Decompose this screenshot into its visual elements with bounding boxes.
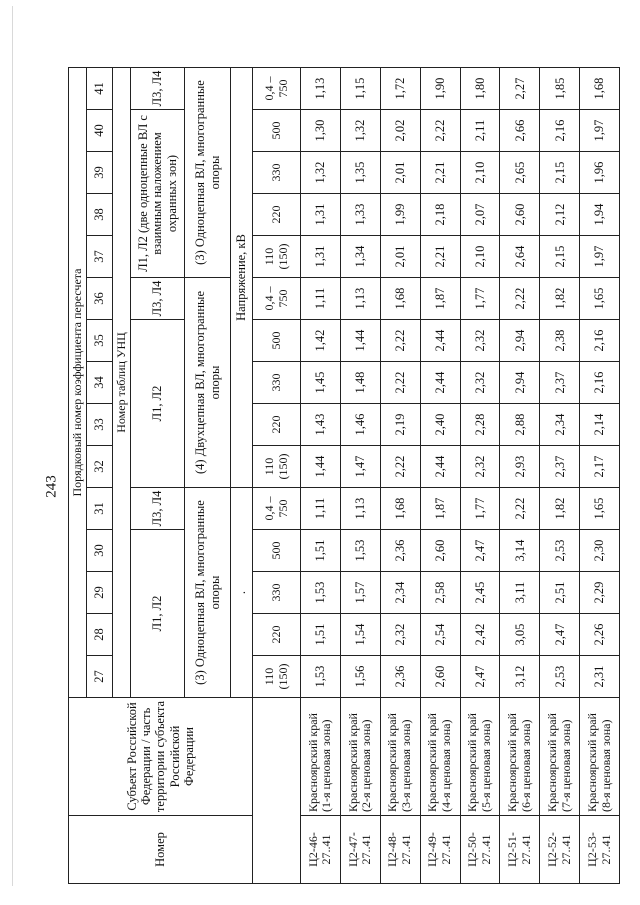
value-cell: 1,44: [301, 446, 341, 488]
voltage-cell: 220: [253, 614, 301, 656]
coef-number: 37: [87, 236, 113, 278]
voltage-cell: 500: [253, 110, 301, 152]
header-number: Номер: [69, 816, 253, 884]
value-cell: 2,37: [540, 446, 580, 488]
value-cell: 1,77: [460, 278, 500, 320]
row-region: Красноярский край (8-я ценовая зона): [580, 698, 620, 816]
value-cell: 2,10: [460, 236, 500, 278]
coef-number: 35: [87, 320, 113, 362]
coef-number: 32: [87, 446, 113, 488]
value-cell: 2,94: [500, 362, 540, 404]
voltage-cell: 110 (150): [253, 446, 301, 488]
voltage-mark: .: [231, 488, 253, 698]
coef-number: 33: [87, 404, 113, 446]
rotated-table-wrapper: [68, 68, 620, 884]
value-cell: 2,29: [580, 572, 620, 614]
type-group-3: (3) Одноцепная ВЛ, многогранные опоры: [185, 67, 231, 277]
value-cell: 2,30: [580, 530, 620, 572]
page-number: 243: [43, 475, 60, 498]
table-body: [301, 67, 620, 883]
value-cell: 2,65: [500, 152, 540, 194]
unc-group-4: Л3, Л4: [131, 278, 185, 320]
value-cell: 1,96: [580, 152, 620, 194]
value-cell: 2,66: [500, 110, 540, 152]
voltage-cell: 110 (150): [253, 236, 301, 278]
table-row: [301, 67, 341, 883]
value-cell: 2,14: [580, 404, 620, 446]
value-cell: 1,53: [301, 656, 341, 698]
value-cell: 1,53: [340, 530, 380, 572]
value-cell: 1,51: [301, 530, 341, 572]
value-cell: 2,15: [540, 236, 580, 278]
unc-group-3: Л1, Л2: [131, 320, 185, 488]
unc-group-5: Л1, Л2 (две одноцепные ВЛ с взаимным наложением охранных зон): [131, 110, 185, 278]
value-cell: 1,82: [540, 278, 580, 320]
value-cell: 1,68: [380, 278, 420, 320]
value-cell: 1,80: [460, 67, 500, 109]
value-cell: 2,22: [380, 362, 420, 404]
voltage-cell: 330: [253, 152, 301, 194]
row-region: Красноярский край (2-я ценовая зона): [340, 698, 380, 816]
value-cell: 3,14: [500, 530, 540, 572]
value-cell: 1,51: [301, 614, 341, 656]
header-coef: Порядковый номер коэффициента пересчета: [69, 67, 87, 697]
value-cell: 2,53: [540, 530, 580, 572]
value-cell: 2,88: [500, 404, 540, 446]
value-cell: 2,44: [420, 446, 460, 488]
value-cell: 2,17: [580, 446, 620, 488]
voltage-row: [253, 67, 301, 883]
value-cell: 1,54: [340, 614, 380, 656]
value-cell: 2,15: [540, 152, 580, 194]
value-cell: 2,94: [500, 320, 540, 362]
value-cell: 1,43: [301, 404, 341, 446]
value-cell: 2,22: [420, 110, 460, 152]
value-cell: 2,27: [500, 67, 540, 109]
value-cell: 2,18: [420, 194, 460, 236]
value-cell: 1,31: [301, 236, 341, 278]
value-cell: 1,53: [301, 572, 341, 614]
value-cell: 1,42: [301, 320, 341, 362]
value-cell: 2,12: [540, 194, 580, 236]
value-cell: 2,34: [540, 404, 580, 446]
header-unc: Номер таблиц УНЦ: [113, 67, 131, 697]
value-cell: 2,38: [540, 320, 580, 362]
value-cell: 3,05: [500, 614, 540, 656]
value-cell: 2,58: [420, 572, 460, 614]
value-cell: 2,47: [540, 614, 580, 656]
voltage-header: Напряжение, кВ: [231, 67, 253, 487]
table-row: [580, 67, 620, 883]
table-row: [540, 67, 580, 883]
row-code: Ц2-52-27..41: [540, 816, 580, 884]
value-cell: 2,32: [380, 614, 420, 656]
value-cell: 1,77: [460, 488, 500, 530]
coef-number: 40: [87, 110, 113, 152]
voltage-cell: 500: [253, 320, 301, 362]
value-cell: 2,22: [500, 488, 540, 530]
value-cell: 1,65: [580, 488, 620, 530]
row-region: Красноярский край (5-я ценовая зона): [460, 698, 500, 816]
value-cell: 1,97: [580, 236, 620, 278]
value-cell: 1,56: [340, 656, 380, 698]
value-cell: 3,12: [500, 656, 540, 698]
value-cell: 1,90: [420, 67, 460, 109]
value-cell: 2,34: [380, 572, 420, 614]
coef-number: 41: [87, 67, 113, 109]
value-cell: 2,45: [460, 572, 500, 614]
value-cell: 1,32: [340, 110, 380, 152]
value-cell: 1,34: [340, 236, 380, 278]
value-cell: 2,16: [580, 362, 620, 404]
value-cell: 2,02: [380, 110, 420, 152]
value-cell: 2,32: [460, 362, 500, 404]
value-cell: 1,13: [340, 278, 380, 320]
value-cell: 2,21: [420, 236, 460, 278]
voltage-row-spacer: [253, 698, 301, 884]
value-cell: 1,68: [380, 488, 420, 530]
value-cell: 2,47: [460, 530, 500, 572]
value-cell: 1,15: [340, 67, 380, 109]
scan-edge: [12, 6, 13, 886]
value-cell: 1,45: [301, 362, 341, 404]
coef-number: 31: [87, 488, 113, 530]
value-cell: 2,36: [380, 530, 420, 572]
value-cell: 1,35: [340, 152, 380, 194]
value-cell: 2,44: [420, 362, 460, 404]
coef-number: 29: [87, 572, 113, 614]
voltage-cell: 110 (150): [253, 656, 301, 698]
value-cell: 2,32: [460, 446, 500, 488]
value-cell: 2,47: [460, 656, 500, 698]
value-cell: 2,40: [420, 404, 460, 446]
value-cell: 1,82: [540, 488, 580, 530]
voltage-cell: 220: [253, 194, 301, 236]
value-cell: 1,72: [380, 67, 420, 109]
table-row: [340, 67, 380, 883]
value-cell: 2,01: [380, 152, 420, 194]
value-cell: 2,22: [380, 320, 420, 362]
value-cell: 2,11: [460, 110, 500, 152]
value-cell: 1,13: [301, 67, 341, 109]
value-cell: 1,11: [301, 278, 341, 320]
type-group-2: (4) Двухцепная ВЛ, многогранные опоры: [185, 278, 231, 488]
value-cell: 2,26: [580, 614, 620, 656]
value-cell: 1,11: [301, 488, 341, 530]
voltage-cell: 0,4 – 750: [253, 67, 301, 109]
coef-number: 27: [87, 656, 113, 698]
unc-group-2: Л3, Л4: [131, 488, 185, 530]
value-cell: 2,37: [540, 362, 580, 404]
row-region: Красноярский край (1-я ценовая зона): [301, 698, 341, 816]
voltage-cell: 0,4 – 750: [253, 278, 301, 320]
table-row: [420, 67, 460, 883]
value-cell: 2,10: [460, 152, 500, 194]
coef-number: 34: [87, 362, 113, 404]
value-cell: 3,11: [500, 572, 540, 614]
value-cell: 2,22: [380, 446, 420, 488]
value-cell: 2,44: [420, 320, 460, 362]
value-cell: 1,57: [340, 572, 380, 614]
coef-number: 39: [87, 152, 113, 194]
value-cell: 1,97: [580, 110, 620, 152]
value-cell: 2,19: [380, 404, 420, 446]
value-cell: 2,01: [380, 236, 420, 278]
value-cell: 1,33: [340, 194, 380, 236]
row-region: Красноярский край (3-я ценовая зона): [380, 698, 420, 816]
value-cell: 1,87: [420, 278, 460, 320]
value-cell: 2,53: [540, 656, 580, 698]
row-code: Ц2-46-27..41: [301, 816, 341, 884]
value-cell: 2,93: [500, 446, 540, 488]
coef-number: 28: [87, 614, 113, 656]
value-cell: 2,31: [580, 656, 620, 698]
value-cell: 1,85: [540, 67, 580, 109]
value-cell: 1,30: [301, 110, 341, 152]
row-region: Красноярский край (7-я ценовая зона): [540, 698, 580, 816]
value-cell: 2,07: [460, 194, 500, 236]
value-cell: 1,13: [340, 488, 380, 530]
value-cell: 2,54: [420, 614, 460, 656]
table-row: [500, 67, 540, 883]
coefficient-table: [68, 67, 620, 884]
coef-number: 30: [87, 530, 113, 572]
table-row: [380, 67, 420, 883]
header-subject: Субъект Российской Федерации / часть территории субъекта Российской Федерации: [69, 698, 253, 816]
voltage-cell: 330: [253, 572, 301, 614]
row-code: Ц2-47-27..41: [340, 816, 380, 884]
row-code: Ц2-49-27..41: [420, 816, 460, 884]
voltage-cell: 0,4 – 750: [253, 488, 301, 530]
row-region: Красноярский край (6-я ценовая зона): [500, 698, 540, 816]
value-cell: 2,64: [500, 236, 540, 278]
value-cell: 1,65: [580, 278, 620, 320]
value-cell: 1,68: [580, 67, 620, 109]
type-group-1: (3) Одноцепная ВЛ, многогранные опоры: [185, 488, 231, 698]
value-cell: 1,31: [301, 194, 341, 236]
row-code: Ц2-53-27..41: [580, 816, 620, 884]
value-cell: 2,60: [420, 656, 460, 698]
value-cell: 1,48: [340, 362, 380, 404]
value-cell: 2,22: [500, 278, 540, 320]
value-cell: 2,36: [380, 656, 420, 698]
voltage-cell: 220: [253, 404, 301, 446]
coef-number: 38: [87, 194, 113, 236]
value-cell: 2,21: [420, 152, 460, 194]
value-cell: 2,32: [460, 320, 500, 362]
value-cell: 2,60: [500, 194, 540, 236]
value-cell: 2,60: [420, 530, 460, 572]
value-cell: 1,44: [340, 320, 380, 362]
value-cell: 2,16: [540, 110, 580, 152]
value-cell: 1,87: [420, 488, 460, 530]
row-region: Красноярский край (4-я ценовая зона): [420, 698, 460, 816]
row-code: Ц2-48-27..41: [380, 816, 420, 884]
value-cell: 1,47: [340, 446, 380, 488]
value-cell: 2,42: [460, 614, 500, 656]
voltage-cell: 500: [253, 530, 301, 572]
row-code: Ц2-50-27..41: [460, 816, 500, 884]
value-cell: 2,16: [580, 320, 620, 362]
value-cell: 1,94: [580, 194, 620, 236]
value-cell: 2,51: [540, 572, 580, 614]
unc-group-6: Л3, Л4: [131, 67, 185, 109]
value-cell: 1,32: [301, 152, 341, 194]
row-code: Ц2-51-27..41: [500, 816, 540, 884]
value-cell: 2,28: [460, 404, 500, 446]
value-cell: 1,99: [380, 194, 420, 236]
coef-number: 36: [87, 278, 113, 320]
unc-group-1: Л1, Л2: [131, 530, 185, 698]
table-row: [460, 67, 500, 883]
voltage-cell: 330: [253, 362, 301, 404]
value-cell: 1,46: [340, 404, 380, 446]
